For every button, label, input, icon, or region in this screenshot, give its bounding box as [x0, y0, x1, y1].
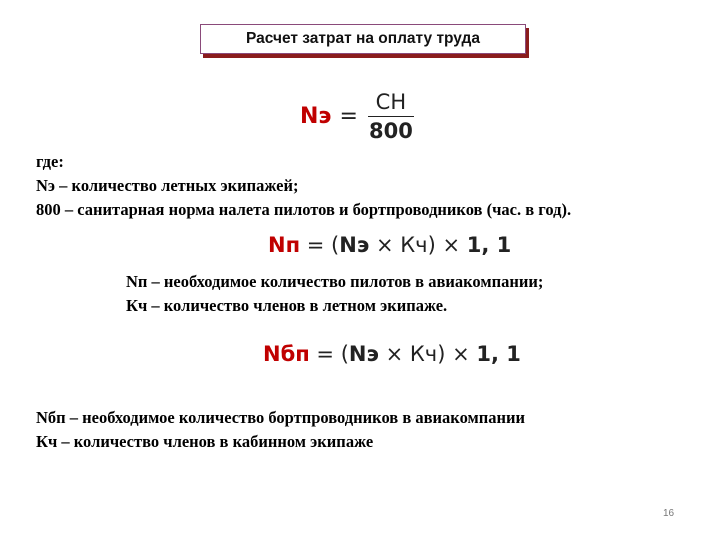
- formula1-numerator: СН: [375, 89, 407, 114]
- formula3-times-2: ×: [445, 342, 477, 366]
- formula2-times-1: ×: [369, 233, 401, 257]
- formula1-lhs: Nэ: [300, 103, 332, 129]
- slide-title: Расчет затрат на оплату труда: [245, 30, 481, 47]
- formula-attendants: [263, 342, 521, 367]
- formula2-equals: =: [300, 233, 332, 257]
- pilot-line-1: Nп – необходимое количество пилотов в авиакомпании;: [126, 272, 544, 291]
- attendant-line-1: Nбп – необходимое количество бортпроводников в авиакомпании: [36, 408, 526, 427]
- where-line-3: 800 – санитарная норма налета пилотов и бортпроводников (час. в год).: [36, 200, 572, 219]
- formula1-fraction: [368, 90, 414, 143]
- formula1-denominator: 800: [368, 118, 413, 143]
- formula3-coefficient: 1, 1: [476, 342, 521, 366]
- formula1-equals: =: [339, 103, 358, 129]
- formula2-coefficient: 1, 1: [466, 233, 512, 257]
- formula-crew-count: [300, 86, 414, 146]
- where-line-1: где:: [36, 152, 64, 171]
- formula2-times-2: ×: [435, 233, 467, 257]
- formula3-equals: =: [309, 342, 341, 366]
- formula3-times-1: ×: [378, 342, 410, 366]
- pilot-line-2: Кч – количество членов в летном экипаже.: [126, 296, 448, 315]
- formula3-lhs: Nбп: [263, 342, 310, 366]
- formula2-open-paren: (: [331, 233, 340, 257]
- attendant-line-2: Кч – количество членов в кабинном экипаже: [36, 432, 374, 451]
- formula3-open-paren: (: [340, 342, 349, 366]
- where-line-2: Nэ – количество летных экипажей;: [36, 176, 299, 195]
- formula2-crews: Nэ: [339, 233, 370, 257]
- formula2-crew-members: Кч: [400, 233, 428, 257]
- formula2-lhs: Nп: [268, 233, 301, 257]
- formula3-crew-members: Кч: [409, 342, 438, 366]
- formula-pilots: [268, 233, 511, 258]
- page-number: 16: [663, 508, 675, 519]
- slide-title-box: [200, 24, 526, 54]
- formula3-crews: Nэ: [348, 342, 379, 366]
- formula2-close-paren: ): [427, 233, 436, 257]
- formula3-close-paren: ): [437, 342, 446, 366]
